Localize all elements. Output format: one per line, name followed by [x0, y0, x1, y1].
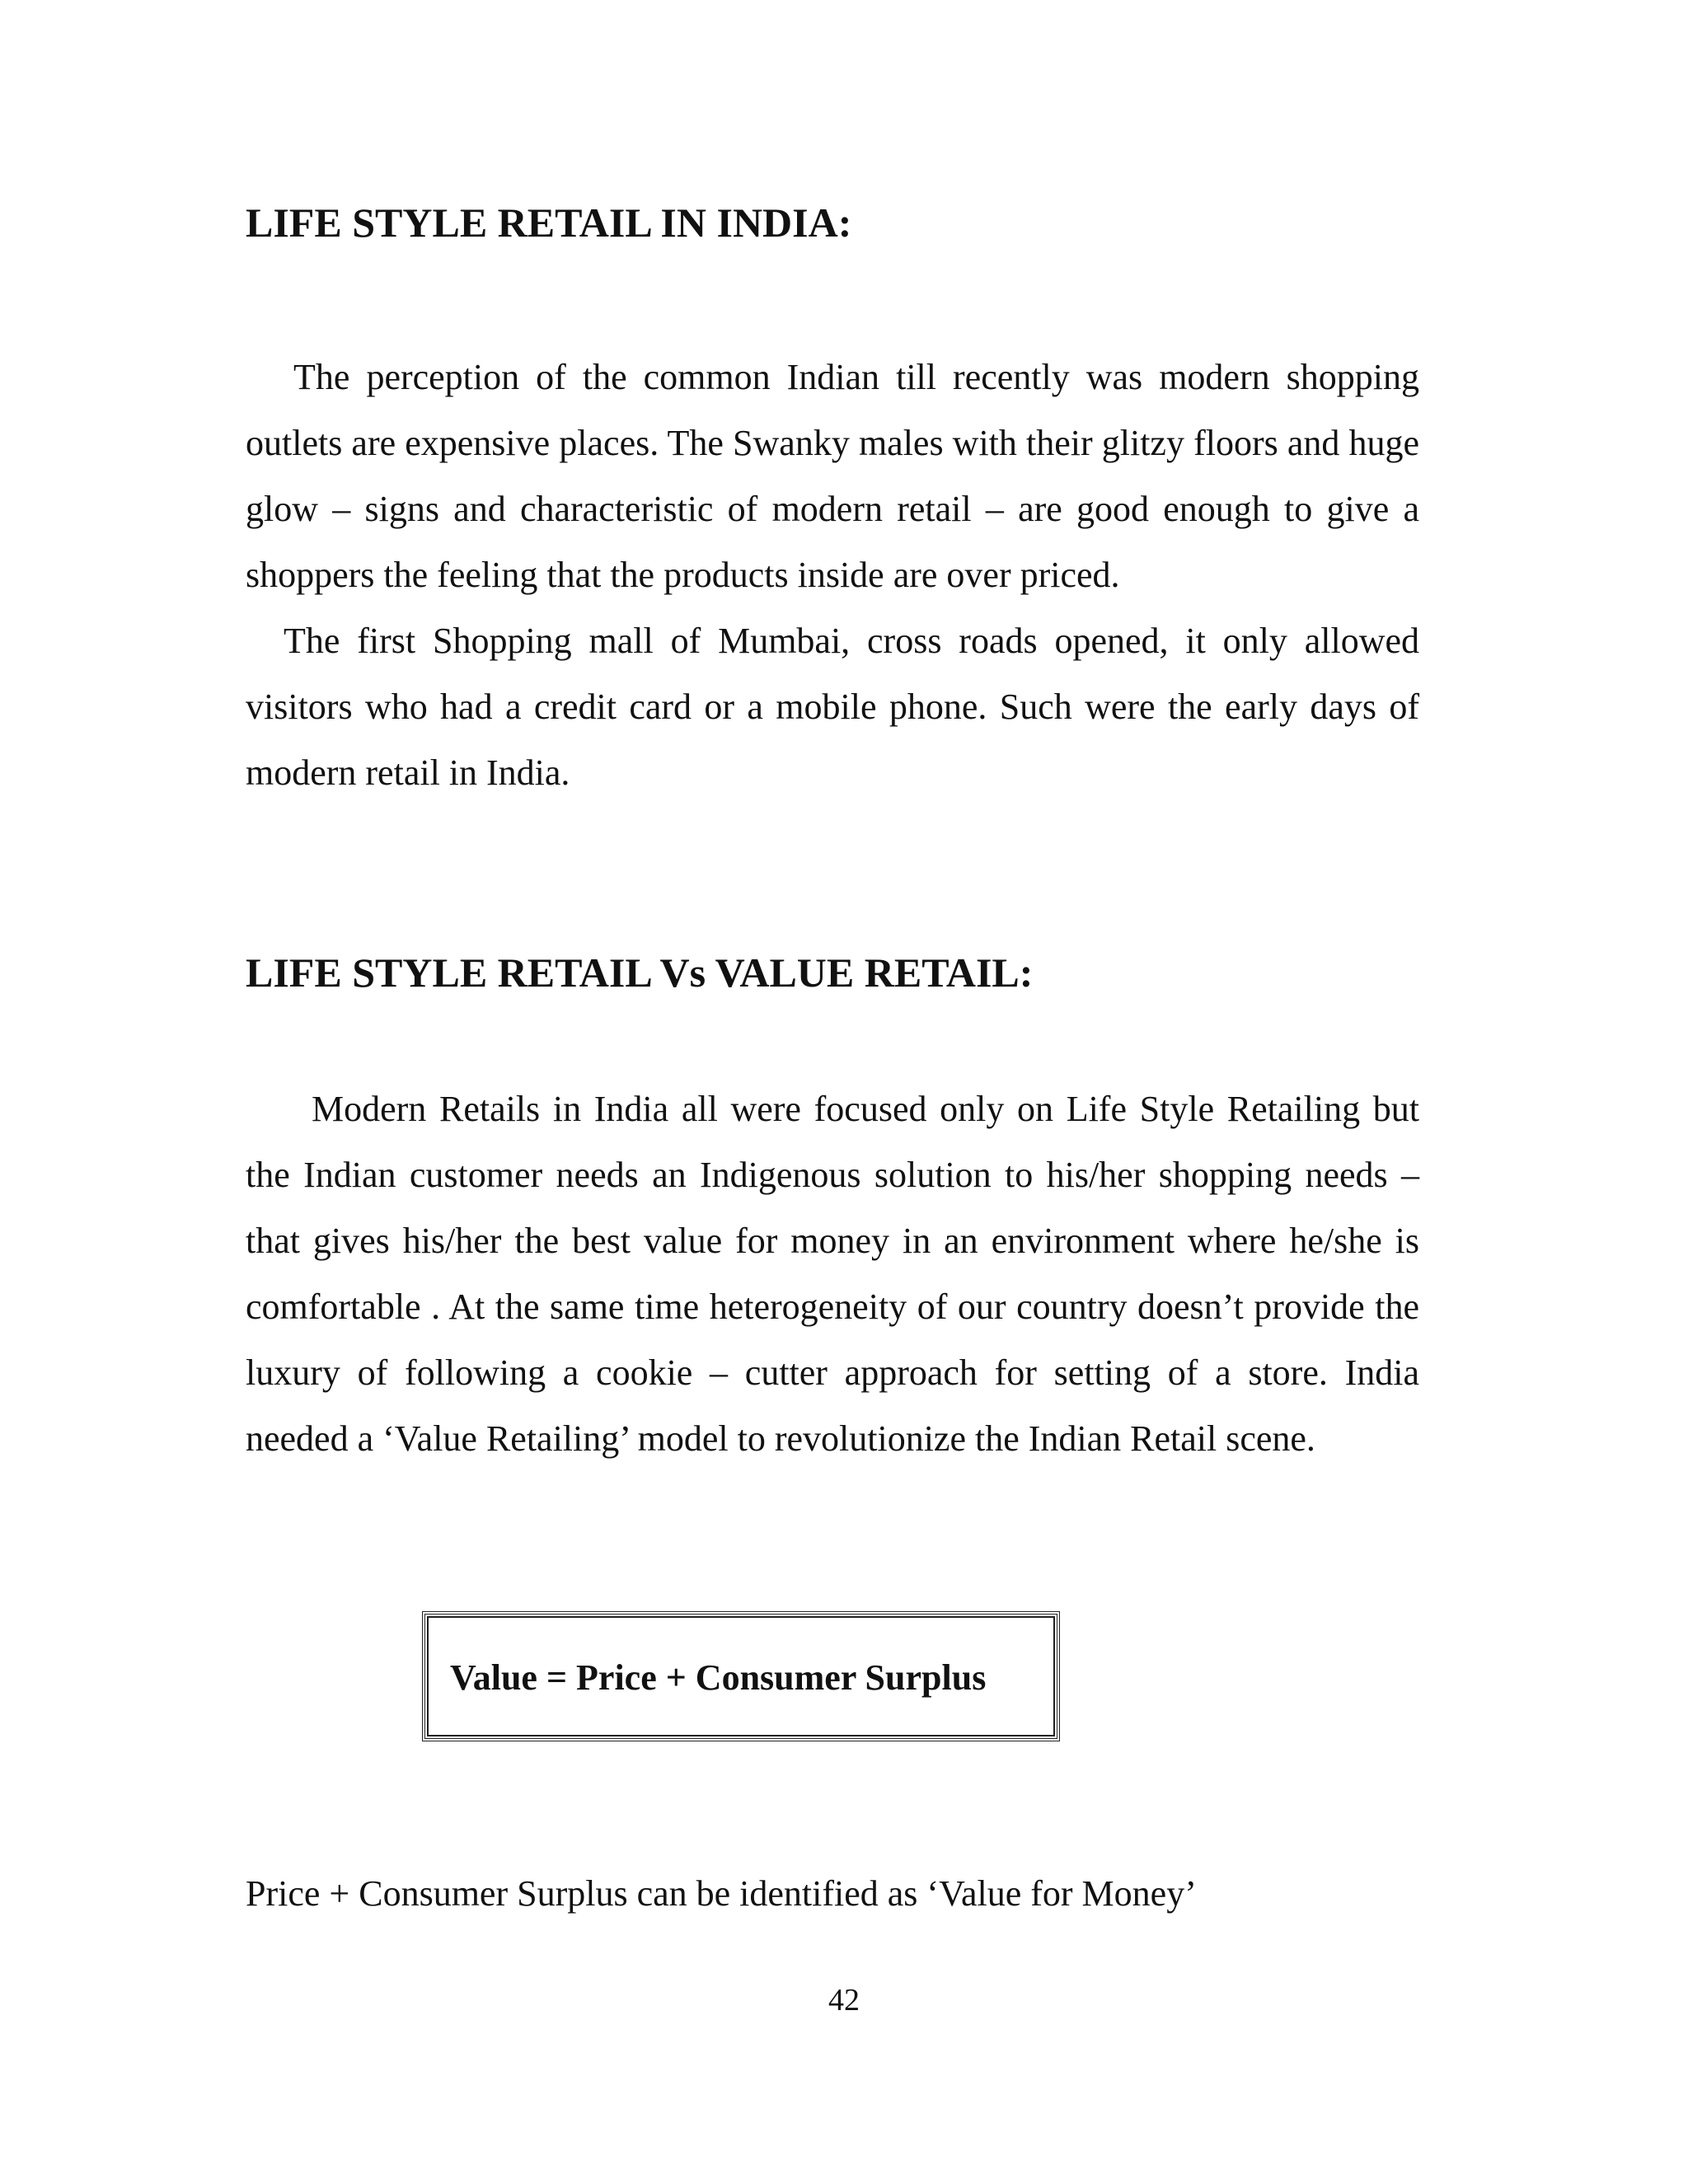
paragraph-first-shopping-mall: The first Shopping mall of Mumbai, cross roads opened, it only allowed visitors who had a credit card or a mobile phone. Such were the early days of modern retail in India. — [246, 621, 1419, 793]
formula-text: Value = Price + Consumer Surplus — [450, 1657, 987, 1698]
section-heading-life-style-retail-in-india: LIFE STYLE RETAIL IN INDIA: — [246, 199, 852, 246]
closing-line: Price + Consumer Surplus can be identified as ‘Value for Money’ — [246, 1873, 1197, 1914]
formula-box — [422, 1611, 1060, 1741]
page-number: 42 — [828, 1983, 860, 2018]
section-heading-life-style-vs-value-retail: LIFE STYLE RETAIL Vs VALUE RETAIL: — [246, 949, 1034, 996]
paragraph-modern-retails: Modern Retails in India all were focused only on Life Style Retailing but the Indian customer needs an Indigenous solution to his/her shopping needs –that gives his/her the best value for money in an environment where he/she is comfortable . At the same time heterogeneity of our country doesn’t provide the luxury of following a cookie – cutter approach for setting of a store. India needed a ‘Value Retailing’ model to revolutionize the Indian Retail scene. — [246, 1089, 1419, 1459]
paragraph-perception: The perception of the common Indian till recently was modern shopping outlets are expensive places. The Swanky males with their glitzy floors and huge glow – signs and characteristic of modern retail – are good enough to give a shoppers the feeling that the products inside are over priced. — [246, 357, 1419, 595]
